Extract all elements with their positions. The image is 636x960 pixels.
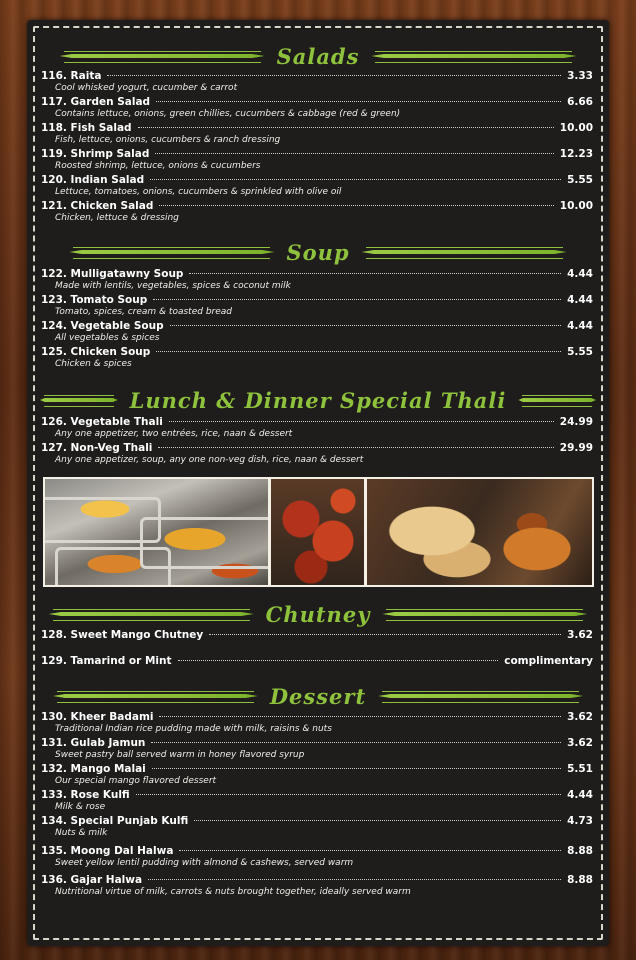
- leader-dots: [178, 660, 499, 661]
- menu-item: [41, 442, 593, 466]
- item-price: 4.44: [567, 294, 593, 306]
- section-title: Salads: [276, 43, 360, 69]
- item-description: Any one appetizer, soup, any one non-veg dish, rice, naan & dessert: [55, 455, 364, 465]
- item-description: Made with lentils, vegetables, spices & coconut milk: [55, 281, 291, 291]
- heading-ornament-left: [49, 609, 254, 619]
- item-price: 29.99: [559, 442, 593, 454]
- item-price: complimentary: [504, 655, 593, 667]
- heading-ornament-right: [518, 395, 596, 405]
- leader-dots: [153, 299, 561, 300]
- item-description: Fish, lettuce, onions, cucumbers & ranch dressing: [55, 135, 281, 145]
- item-name: 128. Sweet Mango Chutney: [41, 629, 204, 641]
- naan-curry-photo: [367, 479, 592, 585]
- thali-heading: [40, 386, 596, 414]
- heading-ornament-right: [382, 609, 587, 619]
- menu-item: [41, 200, 593, 224]
- heading-ornament-right: [378, 691, 583, 701]
- item-name: 129. Tamarind or Mint: [41, 655, 172, 667]
- item-description: Milk & rose: [55, 802, 106, 812]
- leader-dots: [159, 716, 561, 717]
- menu-item: [41, 294, 593, 318]
- item-description: Traditional Indian rice pudding made with milk, raisins & nuts: [55, 724, 332, 734]
- item-description: Chicken, lettuce & dressing: [55, 213, 179, 223]
- item-price: 3.62: [567, 711, 593, 723]
- item-name: 135. Moong Dal Halwa: [41, 845, 174, 857]
- leader-dots: [138, 127, 554, 128]
- item-name: 132. Mango Malai: [41, 763, 146, 775]
- tandoori-chicken-photo: [271, 479, 364, 585]
- leader-dots: [194, 820, 561, 821]
- item-price: 5.51: [567, 763, 593, 775]
- leader-dots: [156, 101, 561, 102]
- leader-dots: [159, 205, 553, 206]
- heading-ornament-left: [60, 51, 265, 61]
- item-name: 131. Gulab Jamun: [41, 737, 146, 749]
- item-description: Nuts & milk: [55, 828, 108, 838]
- item-name: 118. Fish Salad: [41, 122, 132, 134]
- item-price: 10.00: [559, 200, 593, 212]
- menu-item: [41, 737, 593, 761]
- menu-item: [41, 96, 593, 120]
- item-description: Our special mango flavored dessert: [55, 776, 217, 786]
- tray-rim: [55, 547, 171, 585]
- buffet-photo: [45, 479, 268, 585]
- food-photo-strip: [43, 477, 594, 587]
- item-name: 133. Rose Kulfi: [41, 789, 130, 801]
- heading-ornament-left: [53, 691, 258, 701]
- item-name: 120. Indian Salad: [41, 174, 145, 186]
- item-name: 125. Chicken Soup: [41, 346, 151, 358]
- item-name: 124. Vegetable Soup: [41, 320, 164, 332]
- item-name: 116. Raita: [41, 70, 102, 82]
- menu-item: [41, 416, 593, 440]
- leader-dots: [152, 768, 561, 769]
- leader-dots: [150, 179, 561, 180]
- menu-item: [41, 122, 593, 146]
- item-price: 4.44: [567, 320, 593, 332]
- menu-item: [41, 268, 593, 292]
- leader-dots: [148, 879, 561, 880]
- leader-dots: [169, 421, 554, 422]
- item-price: 10.00: [559, 122, 593, 134]
- menu-item: [41, 70, 593, 94]
- item-price: 5.55: [567, 346, 593, 358]
- menu-item: [41, 346, 593, 370]
- heading-ornament-left: [69, 247, 274, 257]
- item-description: Tomato, spices, cream & toasted bread: [55, 307, 232, 317]
- heading-ornament-right: [362, 247, 567, 257]
- leader-dots: [156, 351, 561, 352]
- item-name: 119. Shrimp Salad: [41, 148, 150, 160]
- item-name: 127. Non-Veg Thali: [41, 442, 153, 454]
- section-title: Lunch & Dinner Special Thali: [129, 387, 507, 413]
- item-price: 3.62: [567, 629, 593, 641]
- heading-ornament-left: [40, 395, 118, 405]
- item-description: Sweet yellow lentil pudding with almond & cashews, served warm: [55, 858, 354, 868]
- menu-item: [41, 763, 593, 787]
- item-description: Lettuce, tomatoes, onions, cucumbers & sprinkled with olive oil: [55, 187, 342, 197]
- item-name: 117. Garden Salad: [41, 96, 151, 108]
- item-description: All vegetables & spices: [55, 333, 160, 343]
- item-price: 3.33: [567, 70, 593, 82]
- heading-ornament-right: [371, 51, 576, 61]
- item-price: 24.99: [559, 416, 593, 428]
- salads-heading: [40, 42, 596, 70]
- menu-item: [41, 629, 593, 642]
- leader-dots: [155, 153, 553, 154]
- item-price: 5.55: [567, 174, 593, 186]
- menu-item: [41, 711, 593, 735]
- item-price: 8.88: [567, 874, 593, 886]
- item-name: 122. Mulligatawny Soup: [41, 268, 184, 280]
- menu-item: [41, 320, 593, 344]
- item-price: 12.23: [559, 148, 593, 160]
- item-description: Roosted shrimp, lettuce, onions & cucumbers: [55, 161, 261, 171]
- leader-dots: [179, 850, 561, 851]
- item-price: 4.44: [567, 789, 593, 801]
- item-description: Any one appetizer, two entrées, rice, naan & dessert: [55, 429, 293, 439]
- leader-dots: [158, 447, 553, 448]
- item-price: 8.88: [567, 845, 593, 857]
- item-price: 4.73: [567, 815, 593, 827]
- menu-item: [41, 789, 593, 813]
- leader-dots: [136, 794, 561, 795]
- item-price: 3.62: [567, 737, 593, 749]
- section-title: Chutney: [265, 601, 371, 627]
- item-description: Cool whisked yogurt, cucumber & carrot: [55, 83, 238, 93]
- menu-item: [41, 874, 593, 898]
- leader-dots: [170, 325, 561, 326]
- menu-item: [41, 815, 593, 839]
- leader-dots: [151, 742, 561, 743]
- chutney-heading: [40, 600, 596, 628]
- item-name: 130. Kheer Badami: [41, 711, 154, 723]
- section-title: Dessert: [269, 683, 367, 709]
- item-name: 121. Chicken Salad: [41, 200, 154, 212]
- leader-dots: [209, 634, 561, 635]
- item-name: 126. Vegetable Thali: [41, 416, 163, 428]
- item-price: 6.66: [567, 96, 593, 108]
- item-name: 123. Tomato Soup: [41, 294, 148, 306]
- item-price: 4.44: [567, 268, 593, 280]
- section-title: Soup: [286, 239, 350, 265]
- soup-heading: [40, 238, 596, 266]
- item-description: Nutritional virtue of milk, carrots & nuts brought together, ideally served warm: [55, 887, 411, 897]
- item-name: 136. Gajar Halwa: [41, 874, 143, 886]
- menu-item: [41, 174, 593, 198]
- item-name: 134. Special Punjab Kulfi: [41, 815, 189, 827]
- item-description: Sweet pastry ball served warm in honey flavored syrup: [55, 750, 305, 760]
- menu-item: [41, 148, 593, 172]
- menu-item: [41, 845, 593, 869]
- item-description: Contains lettuce, onions, green chillies, cucumbers & cabbage (red & green): [55, 109, 401, 119]
- item-description: Chicken & spices: [55, 359, 132, 369]
- leader-dots: [189, 273, 561, 274]
- menu-item: [41, 655, 593, 668]
- leader-dots: [107, 75, 561, 76]
- dessert-heading: [40, 682, 596, 710]
